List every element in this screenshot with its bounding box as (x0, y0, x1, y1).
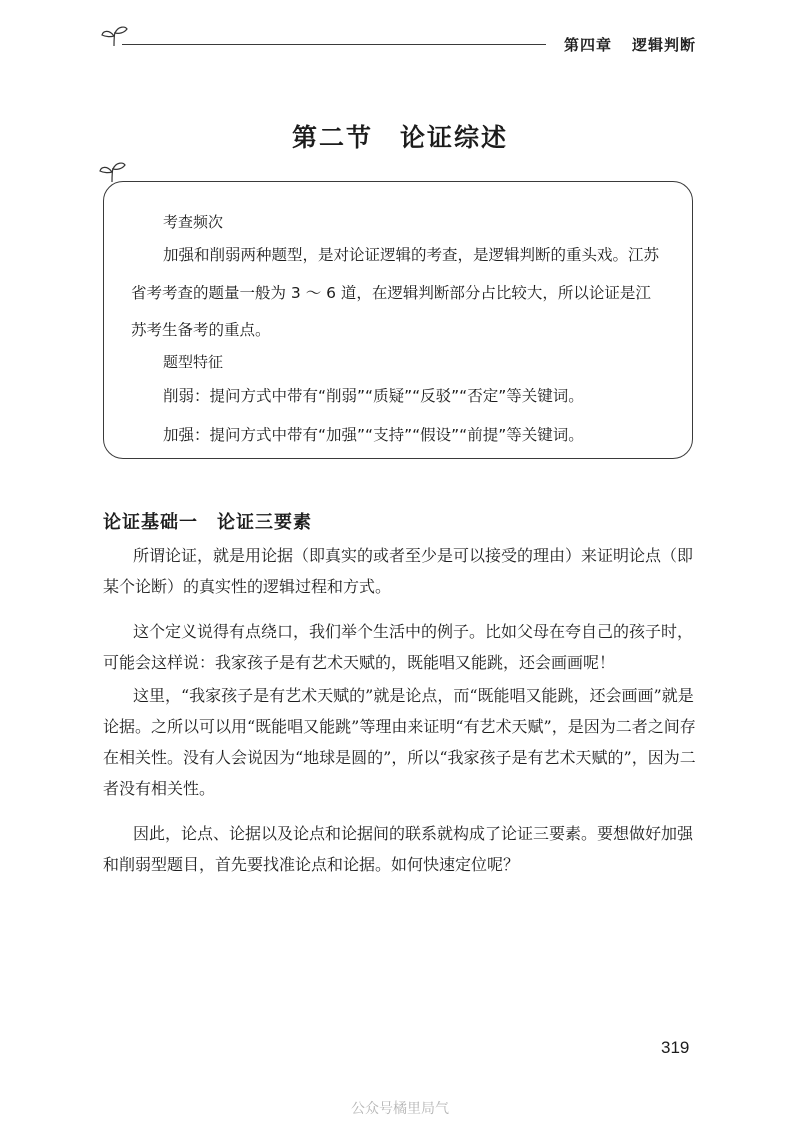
frequency-line-2: 省考考查的题量一般为 3 ～ 6 道，在逻辑判断部分占比较大，所以论证是江 (131, 284, 651, 302)
weaken-feature-line: 削弱：提问方式中带有“削弱”“质疑”“反驳”“否定”等关键词。 (163, 387, 584, 405)
frequency-line-1: 加强和削弱两种题型，是对论证逻辑的考查，是逻辑判断的重头戏。江苏 (163, 246, 660, 264)
chapter-label: 第四章 (563, 36, 612, 54)
chapter-topic: 逻辑判断 (631, 36, 696, 54)
body-paragraph-1: 所谓论证，就是用论据（即真实的或者至少是可以接受的理由）来证明论点（即某个论断）的真实性的逻辑过程和方式。 (103, 546, 694, 596)
watermark: 公众号橘里局气 (351, 1101, 449, 1117)
running-header (564, 34, 696, 55)
frequency-heading: 考查频次 (163, 213, 224, 231)
page-title: 第二节 论证综述 (291, 123, 508, 152)
body-paragraph-4: 因此，论点、论据以及论点和论据间的联系就构成了论证三要素。要想做好加强和削弱型题目，首先要找准论点和论据。如何快速定位呢？ (103, 824, 694, 874)
body-paragraph-2: 这个定义说得有点绕口，我们举个生活中的例子。比如父母在夸自己的孩子时，可能会这样说：我家孩子是有艺术天赋的，既能唱又能跳，还会画画呢！ (103, 622, 694, 672)
page-number: 319 (661, 1038, 690, 1057)
header-rule (122, 44, 546, 45)
subsection-title: 论证基础一 论证三要素 (103, 512, 312, 533)
body-paragraph-3: 这里，“我家孩子是有艺术天赋的”就是论点，而“既能唱又能跳，还会画画”就是论据。之所以可以用“既能唱又能跳”等理由来证明“有艺术天赋”，是因为二者之间存在相关性。没有人会说因为“地球是圆的”，所以“我家孩子是有艺术天赋的”，因为二者没有相关性。 (103, 686, 696, 798)
features-heading: 题型特征 (163, 353, 224, 371)
frequency-line-3: 苏考生备考的重点。 (131, 321, 271, 339)
strengthen-feature-line: 加强：提问方式中带有“加强”“支持”“假设”“前提”等关键词。 (163, 426, 584, 444)
